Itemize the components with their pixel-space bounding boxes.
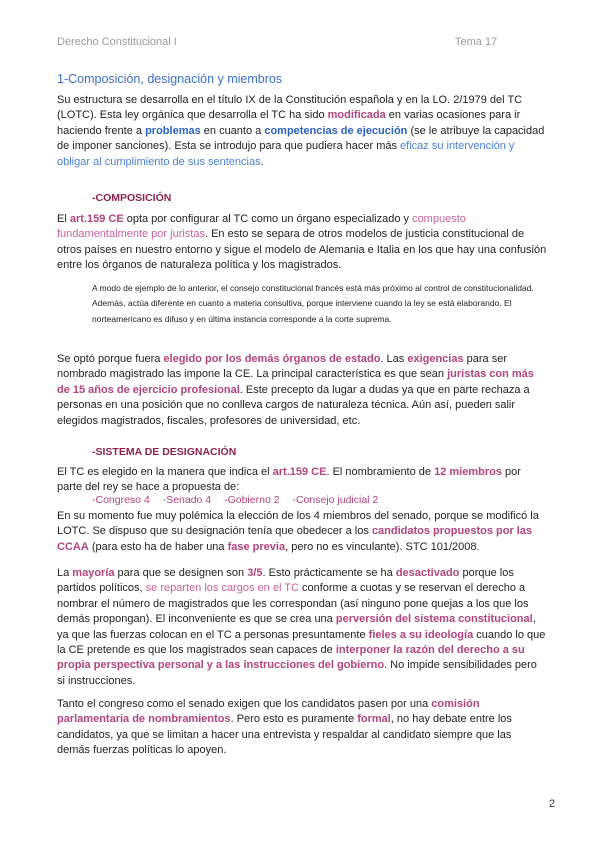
highlight-fase-previa: fase previa — [227, 540, 286, 553]
highlight-mayoria: mayoría — [72, 567, 115, 579]
highlight-problemas: problemas — [145, 124, 201, 137]
highlight-competencias: competencias de ejecución — [264, 124, 408, 137]
highlight-reparten: se reparten los cargos en el TC — [145, 582, 299, 595]
highlight-fieles: fieles a su ideología — [368, 628, 474, 641]
highlight-ccaa: candidatos propuestos por las CCAA — [57, 525, 533, 553]
proposer-congreso: -Congreso 4 — [92, 494, 150, 506]
intro-paragraph: Su estructura se desarrolla en el título IX de la Constitución española y en la LO. 2/1979 del TC (LOTC). Esta ley orgánica que desarrolla el TC ha sido modificada en varias ocasiones para ir haciendo frente a problemas en cuanto a competencias de ejecución (se le atribuye la capacidad de imponer sanciones). Esta se introdujo para que pudiera hacer más eficaz su intervención y obligar al cumplimiento de sus sentencias. — [57, 94, 545, 168]
highlight-exigencias: exigencias — [407, 353, 464, 365]
proposer-consejo: -Consejo judicial 2 — [292, 494, 379, 506]
section-title: 1-Composición, designación y miembros — [57, 72, 283, 86]
designation-paragraph: El TC es elegido en la manera que indica el art.159 CE. El nombramiento de 12 miembros por parte del rey se hace a propuesta de: — [57, 466, 521, 494]
highlight-elegido: elegido por los demás órganos de estado — [163, 353, 381, 365]
highlight-modificada: modificada — [327, 109, 386, 122]
highlight-interponer: interponer la razón del derecho a su propia perspectiva personal y a las instrucciones del gobierno — [57, 644, 525, 672]
page-number: 2 — [549, 798, 556, 810]
comparative-note: A modo de ejemplo de lo anterior, el consejo constitucional francés está más próximo al control de constitucionalidad. Además, actúa diferente en cuanto a materia consultiva, porque interviene cuando la ley se está elaborando. El norteamericano es difuso y en última instancia corresponde a la corte suprema. — [92, 283, 534, 324]
highlight-formal: formal — [357, 713, 391, 726]
highlight-perversion: perversión del sistema constitucional — [335, 613, 533, 626]
highlight-juristas: compuesto fundamentalmente por juristas — [57, 213, 466, 241]
senate-paragraph: En su momento fue muy polémica la elección de los 4 miembros del senado, porque se modificó la LOTC. Se dispuso que su designación tenía que obedecer a los candidatos propuestos por las CCAA (para esto ha de haber una fase previa, pero no es vinculante). STC 101/2008. — [57, 510, 539, 553]
proposer-gobierno: -Gobierno 2 — [224, 494, 280, 506]
highlight-desactivado: desactivado — [395, 567, 460, 579]
highlight-art159-b: art.159 CE — [272, 466, 327, 478]
election-paragraph: Se optó porque fuera elegido por los demás órganos de estado. Las exigencias para ser nombrado magistrado las impone la CE. La principal característica es que sean juristas con más de 15 años de ejercicio profesional. Este precepto da lugar a dudas ya que en parte rechaza a personas en una posición que no conlleva cargos de naturaleza técnica. Aún así, pueden salir elegidos magistrados, fiscales, profesores de universidad, etc. — [57, 353, 534, 427]
highlight-comision: comisión parlamentaria de nombramientos — [57, 698, 480, 726]
highlight-3-5: 3/5 — [247, 567, 263, 579]
majority-paragraph: La mayoría para que se designen son 3/5. Esto prácticamente se ha desactivado porque los partidos políticos, se reparten los cargos en el TC conforme a cuotas y se reservan el derecho a nombrar el número de magistrados que les correspondan (así ninguno pone quejas a los que los demás propongan). El inconveniente es que se crea una perversión del sistema constitucional, ya que las fuerzas colocan en el TC a personas presuntamente fieles a su ideología cuando lo que la CE pretende es que los magistrados sean capaces de interponer la razón del derecho a su propia perspectiva personal y a las instrucciones del gobierno. No impide sensibilidades pero si instrucciones. — [57, 567, 546, 687]
header-topic: Tema 17 — [455, 36, 498, 48]
heading-sistema: -SISTEMA DE DESIGNACIÓN — [92, 446, 237, 458]
proposer-senado: -Senado 4 — [162, 494, 212, 506]
heading-composicion: -COMPOSICIÓN — [92, 192, 172, 204]
commission-paragraph: Tanto el congreso como el senado exigen que los candidatos pasen por una comisión parlamentaria de nombramientos. Pero esto es puramente formal, no hay debate entre los candidatos, ya que se limitan a hacer una entrevista y respaldar al candidato siempre que las demás fuerzas políticas lo apoyen. — [57, 698, 512, 757]
highlight-eficaz: eficaz su intervención y obligar al cumplimiento de sus sentencias — [57, 140, 515, 168]
highlight-12-miembros: 12 miembros — [434, 466, 502, 478]
header-subject: Derecho Constitucional I — [57, 36, 177, 48]
highlight-15-anos: juristas con más de 15 años de ejercicio profesional — [57, 368, 534, 396]
highlight-art159: art.159 CE — [69, 213, 124, 225]
composition-paragraph: El art.159 CE opta por configurar al TC como un órgano especializado y compuesto fundamentalmente por juristas. En esto se separa de otros modelos de justicia constitucional de otros países en nuestro entorno y sigue el modelo de Alemania e Italia en los que hay una confusión entre los órganos de naturaleza política y los magistrados. — [57, 213, 547, 272]
proposers-list — [92, 494, 388, 506]
